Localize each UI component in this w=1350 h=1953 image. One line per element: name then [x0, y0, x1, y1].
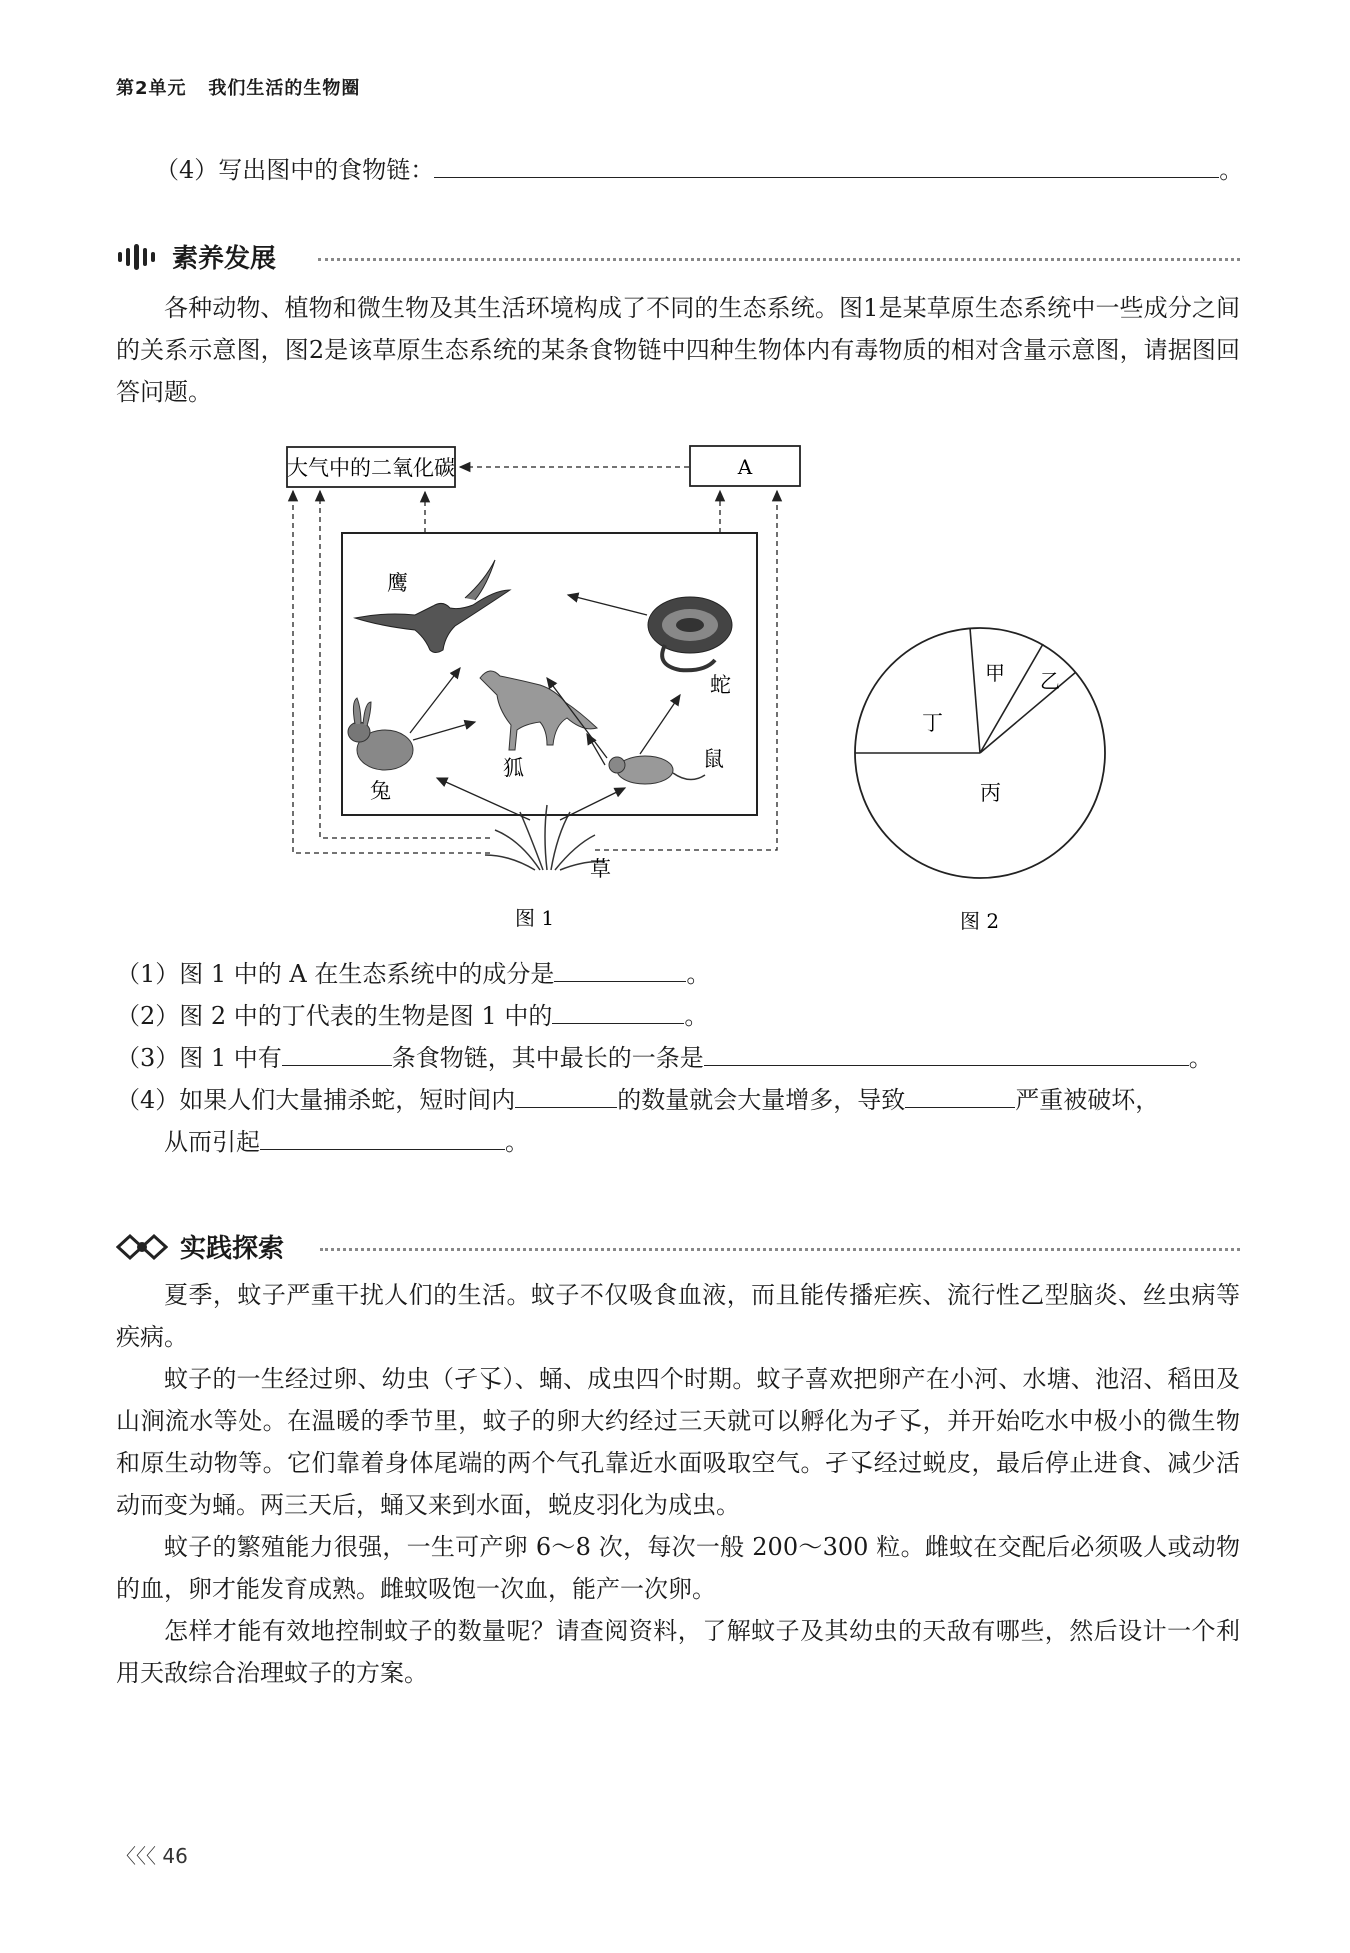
figure2-caption: 图 2 [960, 909, 1000, 933]
grass-label: 草 [590, 857, 611, 881]
answer-blank[interactable] [704, 1043, 1189, 1066]
slice-jia-label: 甲 [985, 661, 1005, 685]
answer-blank[interactable] [434, 155, 1219, 178]
question-3: （3）图 1 中有 条食物链，其中最长的一条是 。 [116, 1044, 1213, 1072]
title-divider [318, 258, 1240, 261]
food-chain-question: （4）写出图中的食物链： 。 [155, 156, 1244, 184]
page-number: 46 [162, 1844, 188, 1868]
figure1-diagram [285, 440, 825, 930]
answer-blank[interactable] [554, 959, 686, 982]
paragraph-1: 夏季，蚊子严重干扰人们的生活。蚊子不仅吸食血液，而且能传播疟疾、流行性乙型脑炎、丝虫病等疾病。 [116, 1281, 1240, 1351]
co2-label: 大气中的二氧化碳 [287, 456, 455, 480]
intro-paragraph: 各种动物、植物和微生物及其生活环境构成了不同的生态系统。图1是某草原生态系统中一些成分之间的关系示意图，图2是该草原生态系统的某条食物链中四种生物体内有毒物质的相对含量示意图，请据图回答问题。 [116, 294, 1240, 406]
practice-content [116, 1274, 1240, 1694]
fox-label: 狐 [503, 756, 524, 780]
paragraph-2: 蚊子的一生经过卵、幼虫（孑孓）、蛹、成虫四个时期。蚊子喜欢把卵产在小河、水塘、池沼、稻田及山涧流水等处。在温暖的季节里，蚊子的卵大约经过三天就可以孵化为孑孓，并开始吃水中极小的微生物和原生动物等。它们靠着身体尾端的两个气孔靠近水面吸取空气。孑孓经过蜕皮，最后停止进食、减少活动而变为蛹。两三天后，蛹又来到水面，蜕皮羽化为成虫。 [116, 1365, 1240, 1519]
diamond-link-icon [116, 1232, 168, 1262]
running-header [116, 74, 360, 100]
section-title-practice: 实践探索 [116, 1228, 284, 1265]
slice-yi-label: 乙 [1040, 669, 1060, 693]
section-title-literacy: 素养发展 [116, 238, 276, 275]
answer-blank[interactable] [905, 1085, 1015, 1108]
snake-label: 蛇 [710, 673, 731, 697]
questions-block [116, 953, 1240, 1163]
figure1-caption: 图 1 [515, 906, 555, 930]
mouse-label: 鼠 [703, 747, 724, 771]
paragraph-3: 蚊子的繁殖能力很强，一生可产卵 6～8 次，每次一般 200～300 粒。雌蚊在交配后必须吸人或动物的血，卵才能发育成熟。雌蚊吸饱一次血，能产一次卵。 [116, 1533, 1240, 1603]
question-4-cont: 从而引起 。 [164, 1128, 529, 1156]
title-divider [320, 1248, 1240, 1251]
question-2: （2）图 2 中的丁代表的生物是图 1 中的 。 [116, 1002, 709, 1030]
answer-blank[interactable] [515, 1085, 617, 1108]
slice-ding-label: 丁 [922, 711, 943, 735]
page-footer [116, 1840, 188, 1869]
question-1: （1）图 1 中的 A 在生态系统中的成分是 。 [116, 960, 711, 988]
answer-blank[interactable] [260, 1127, 505, 1150]
question-4: （4）如果人们大量捕杀蛇，短时间内 的数量就会大量增多，导致 严重被破坏， [116, 1086, 1160, 1114]
answer-blank[interactable] [282, 1043, 392, 1066]
figure2-pie-chart [850, 620, 1120, 940]
soundwave-icon [116, 243, 160, 271]
unit-title: 我们生活的生物圈 [208, 78, 361, 99]
eagle-label: 鹰 [387, 571, 408, 595]
a-label: A [737, 455, 753, 479]
footer-arrows: 〈〈〈 [116, 1844, 156, 1868]
slice-bing-label: 丙 [980, 781, 1001, 805]
unit-label: 第2单元 [116, 78, 187, 99]
answer-blank[interactable] [552, 1001, 684, 1024]
paragraph-4: 怎样才能有效地控制蚊子的数量呢？请查阅资料，了解蚊子及其幼虫的天敌有哪些，然后设计一个利用天敌综合治理蚊子的方案。 [116, 1617, 1240, 1687]
rabbit-label: 兔 [370, 779, 391, 803]
